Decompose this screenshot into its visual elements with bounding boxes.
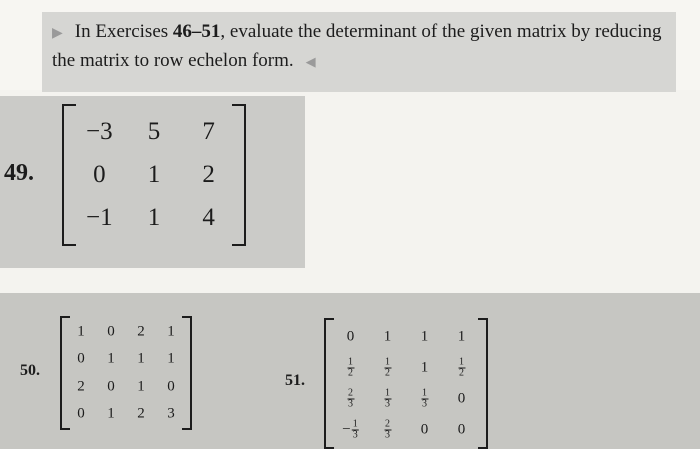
matrix-cell: 0 (93, 161, 106, 188)
left-bracket (62, 104, 76, 246)
matrix-cell: 1 (420, 328, 429, 345)
matrix-cell: $\frac{2}{3}$ (385, 418, 390, 441)
matrix-cell: 1 (420, 359, 429, 376)
matrix-cell: 7 (202, 117, 215, 145)
matrix-cell: 1 (457, 328, 466, 345)
matrix-cell: 0 (346, 328, 355, 345)
matrix-cell: 0 (167, 378, 175, 395)
matrix-cell: 0 (457, 421, 466, 438)
matrix-cell: −1 (86, 204, 113, 232)
matrix-cell: $\frac{1}{2}$ (348, 356, 353, 379)
matrix-cell: 0 (77, 350, 85, 367)
matrix-cell: 2 (137, 323, 145, 340)
matrix-cell: 2 (202, 161, 215, 188)
exercise-51-number: 51. (285, 372, 305, 389)
matrix-cell: 2 (137, 405, 145, 422)
matrix-49 (62, 104, 246, 246)
matrix-cell: 1 (147, 161, 161, 188)
exercise-range: 46–51 (172, 21, 221, 42)
matrix-cell: 0 (457, 390, 466, 407)
matrix-cell: 5 (147, 117, 161, 145)
matrix-51 (324, 318, 488, 449)
matrix-cell: 1 (137, 350, 145, 367)
matrix-cell: 1 (147, 204, 161, 232)
matrix-cell: 1 (137, 378, 145, 395)
matrix-cell: $\frac{1}{3}$ (385, 387, 390, 410)
matrix-cell: 1 (77, 323, 85, 340)
right-bracket (182, 316, 192, 430)
exercise-49-number: 49. (4, 160, 34, 186)
matrix-cell: 1 (383, 328, 392, 345)
exercise-50-number: 50. (20, 362, 40, 379)
matrix-cell: $\frac{2}{3}$ (348, 387, 353, 410)
left-bracket (324, 318, 334, 449)
matrix-cell: 4 (202, 204, 215, 232)
triangle-right-icon: ▶ (52, 26, 63, 41)
matrix-cell: 0 (420, 421, 429, 438)
matrix-cell: 1 (167, 350, 175, 367)
left-bracket (60, 316, 70, 430)
right-bracket (232, 104, 246, 246)
matrix-cell: $\frac{1}{2}$ (459, 356, 464, 379)
matrix-cell: 0 (107, 378, 115, 395)
matrix-cell: − $\frac{1}{3}$ (342, 418, 358, 441)
matrix-cell: $\frac{1}{3}$ (422, 387, 427, 410)
matrix-cell: 0 (77, 405, 85, 422)
matrix-cell: $\frac{1}{2}$ (385, 356, 390, 379)
matrix-cell: 2 (77, 378, 85, 395)
triangle-left-icon: ◀ (305, 54, 316, 69)
matrix-cell: 1 (167, 323, 175, 340)
instruction-text: ▶ In Exercises 46–51, evaluate the determinant of the given matrix by reducing the matrix to row echelon form. ◀ (52, 21, 662, 71)
matrix-cell: 1 (107, 405, 115, 422)
matrix-cell: 3 (167, 405, 175, 422)
right-bracket (478, 318, 488, 449)
matrix-cell: 0 (107, 323, 115, 340)
matrix-cell: 1 (107, 350, 115, 367)
matrix-50 (60, 316, 192, 430)
matrix-cell: −3 (86, 117, 113, 145)
